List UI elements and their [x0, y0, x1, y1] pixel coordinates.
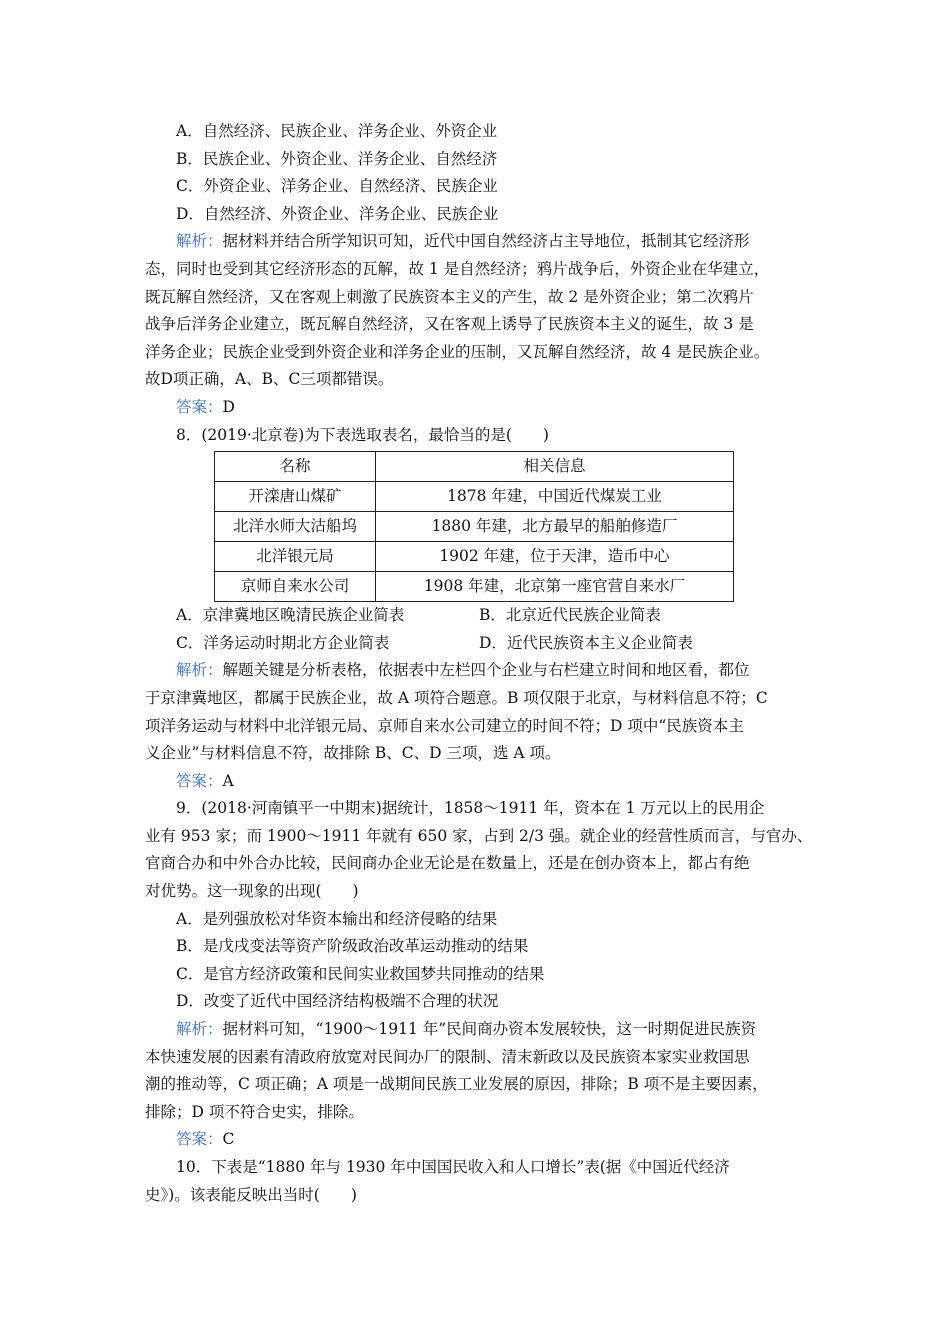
- q9-answer-value: C: [222, 1130, 235, 1149]
- table-cell: 1878 年建，中国近代煤炭工业: [376, 482, 734, 512]
- q8-analysis-line-1: 解析：解题关键是分析表格，依据表中左栏四个企业与右栏建立时间和地区看，都位: [176, 661, 750, 680]
- q7-analysis-line-5: 洋务企业；民族企业受到外资企业和洋务企业的压制，又瓦解自然经济，故 4 是民族企业。: [145, 342, 770, 361]
- q8-option-d: D．近代民族资本主义企业简表: [479, 633, 693, 652]
- q7-analysis-line-4: 战争后洋务企业建立，既瓦解自然经济，又在客观上诱导了民族资本主义的诞生，故 3 是: [145, 315, 754, 334]
- table-cell: 京师自来水公司: [215, 572, 376, 602]
- q8-options-row-1: [145, 602, 811, 630]
- q9-stem-line-1: 9．(2018·河南镇平一中期末)据统计，1858～1911 年，资本在 1 万元以上的民用企: [176, 799, 765, 818]
- q9-option-a: A．是列强放松对华资本输出和经济侵略的结果: [176, 909, 498, 928]
- q8-analysis-line-4: 义企业”与材料信息不符，故排除 B、C、D 三项，选 A 项。: [145, 744, 561, 763]
- table-cell: 1880 年建，北方最早的船舶修造厂: [376, 512, 734, 542]
- table-cell: 1908 年建，北京第一座官营自来水厂: [376, 572, 734, 602]
- q9-stem-line-4: 对优势。这一现象的出现( ): [145, 882, 359, 901]
- q9-analysis-label: 解析：: [176, 1020, 223, 1039]
- q7-option-d: D．自然经济、外资企业、洋务企业、民族企业: [176, 204, 499, 223]
- content-body: [145, 118, 811, 1209]
- q8-option-a: A．京津冀地区晚清民族企业简表: [176, 606, 405, 625]
- q8-analysis-line-2: 于京津冀地区，都属于民族企业，故 A 项符合题意。B 项仅限于北京，与材料信息不符；C: [145, 688, 768, 707]
- q7-analysis-line-6: 故D项正确，A、B、C三项都错误。: [145, 370, 394, 389]
- q8-table: [214, 451, 734, 602]
- q8-stem: 8．(2019·北京卷)为下表选取表名，最恰当的是( ): [176, 425, 549, 444]
- table-header-name: 名称: [215, 452, 376, 482]
- q9-option-c: C．是官方经济政策和民间实业救国梦共同推动的结果: [176, 964, 545, 983]
- q9-option-d: D．改变了近代中国经济结构极端不合理的状况: [176, 992, 499, 1011]
- q9-analysis-line-3: 潮的推动等，C 项正确；A 项是一战期间民族工业发展的原因，排除；B 项不是主要因素，: [145, 1075, 768, 1094]
- q7-analysis-line-1: 解析：据材料并结合所学知识可知，近代中国自然经济占主导地位，抵制其它经济形: [176, 232, 750, 251]
- table-header-info: 相关信息: [376, 452, 734, 482]
- table-row: [215, 482, 734, 512]
- q9-answer-label: 答案：: [176, 1130, 223, 1149]
- q8-options-row-2: [145, 630, 811, 658]
- q8-option-c: C．洋务运动时期北方企业简表: [176, 633, 390, 652]
- q9-option-b: B．是戊戌变法等资产阶级政治改革运动推动的结果: [176, 937, 529, 956]
- q7-analysis-line-2: 态，同时也受到其它经济形态的瓦解，故 1 是自然经济；鸦片战争后，外资企业在华建立，: [145, 259, 770, 278]
- q9-analysis-line-2: 本快速发展的因素有清政府放宽对民间办厂的限制、清末新政以及民族资本家实业救国思: [145, 1047, 750, 1066]
- q8-answer-value: A: [222, 771, 234, 790]
- q8-option-b: B．北京近代民族企业简表: [479, 606, 661, 625]
- table-cell: 北洋银元局: [215, 542, 376, 572]
- q8-analysis-label: 解析：: [176, 661, 223, 680]
- q8-answer-label: 答案：: [176, 771, 223, 790]
- table-header-row: [215, 452, 734, 482]
- table-row: [215, 572, 734, 602]
- q7-option-c: C．外资企业、洋务企业、自然经济、民族企业: [176, 177, 498, 196]
- q8-answer: [145, 768, 811, 796]
- q7-analysis-label: 解析：: [176, 232, 223, 251]
- table-cell: 开滦唐山煤矿: [215, 482, 376, 512]
- q9-analysis-line-4: 排除；D 项不符合史实，排除。: [145, 1102, 364, 1121]
- table-row: [215, 542, 734, 572]
- q7-option-b: B．民族企业、外资企业、洋务企业、自然经济: [176, 149, 498, 168]
- table-row: [215, 512, 734, 542]
- table-cell: 北洋水师大沽船坞: [215, 512, 376, 542]
- q9-stem-line-2: 业有 953 家；而 1900～1911 年就有 650 家，占到 2/3 强。就企业的经营性质而言，与官办、: [145, 826, 813, 845]
- table-cell: 1902 年建，位于天津，造币中心: [376, 542, 734, 572]
- q10-stem-line-1: 10．下表是“1880 年与 1930 年中国国民收入和人口增长”表(据《中国近代经济: [176, 1158, 730, 1176]
- q7-answer-value: D: [222, 397, 235, 416]
- q10-stem-line-2: 史》)。该表能反映出当时( ): [145, 1185, 357, 1204]
- q7-option-a: A．自然经济、民族企业、洋务企业、外资企业: [176, 122, 498, 140]
- q7-analysis-line-3: 既瓦解自然经济，又在客观上刺激了民族资本主义的产生，故 2 是外资企业；第二次鸦片: [145, 287, 754, 306]
- q9-analysis-line-1: 解析：据材料可知，“1900～1911 年”民间商办资本发展较快，这一时期促进民族资: [176, 1020, 757, 1039]
- q8-analysis-line-3: 项洋务运动与材料中北洋银元局、京师自来水公司建立的时间不符；D 项中“民族资本主: [145, 716, 744, 735]
- q7-answer: [145, 394, 811, 422]
- q9-answer: [145, 1126, 811, 1154]
- q9-stem-line-3: 官商合办和中外合办比较，民间商办企业无论是在数量上，还是在创办资本上，都占有绝: [145, 854, 750, 873]
- q7-answer-label: 答案：: [176, 397, 223, 416]
